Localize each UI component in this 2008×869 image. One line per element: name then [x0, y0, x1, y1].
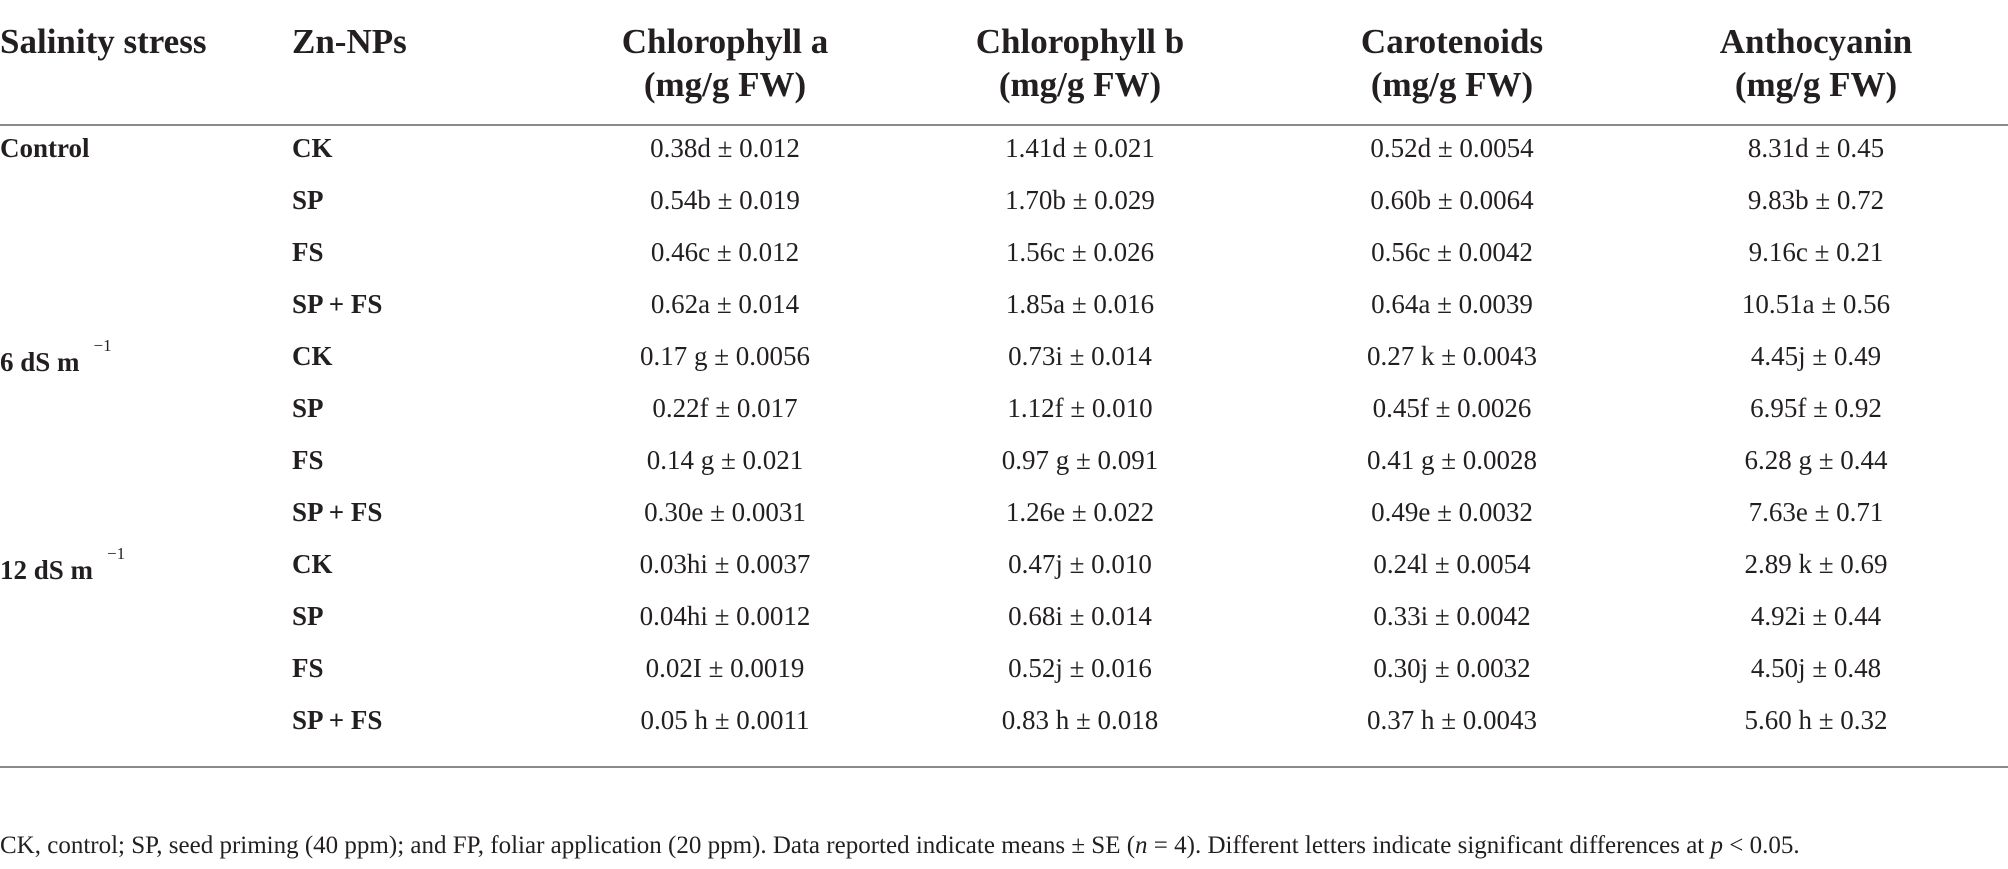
cell-chl-a: 0.14 g ± 0.021: [646, 445, 804, 475]
table-row: [0, 694, 2008, 746]
cell-ant: 5.60 h ± 0.32: [1744, 705, 1888, 735]
cell-car: 0.52d ± 0.0054: [1370, 133, 1534, 163]
cell-car: 0.49e ± 0.0032: [1371, 497, 1533, 527]
table-row: [0, 122, 2008, 174]
cell-zn-nps: CK: [292, 341, 333, 371]
cell-chl-b: 1.56c ± 0.026: [1005, 237, 1155, 267]
cell-car: 0.64a ± 0.0039: [1371, 289, 1533, 319]
header-zn-nps: [292, 20, 407, 63]
cell-car: 0.60b ± 0.0064: [1370, 185, 1534, 215]
cell-zn-nps: SP: [292, 601, 324, 631]
cell-car: 0.45f ± 0.0026: [1372, 393, 1532, 423]
cell-chl-a: 0.05 h ± 0.0011: [640, 705, 810, 735]
cell-ant: 7.63e ± 0.71: [1748, 497, 1884, 527]
table-row: [0, 486, 2008, 538]
header-line1: Carotenoids: [1360, 22, 1544, 61]
cell-salinity: [0, 330, 112, 388]
cell-chl-b: 1.70b ± 0.029: [1005, 185, 1155, 215]
cell-chl-b: 0.47j ± 0.010: [1008, 549, 1152, 579]
header-anthocyanin: [1666, 20, 1966, 106]
cell-chl-a: 0.04hi ± 0.0012: [639, 601, 811, 631]
cell-ant: 2.89 k ± 0.69: [1744, 549, 1888, 579]
table-row: [0, 382, 2008, 434]
cell-zn-nps: SP: [292, 185, 324, 215]
cell-ant: 4.45j ± 0.49: [1750, 341, 1882, 371]
cell-car: 0.56c ± 0.0042: [1371, 237, 1533, 267]
cell-ant: 6.28 g ± 0.44: [1744, 445, 1888, 475]
header-line1: Chlorophyll b: [975, 22, 1185, 61]
table-row: [0, 278, 2008, 330]
cell-ant: 4.92i ± 0.44: [1750, 601, 1882, 631]
salinity-exponent: −1: [107, 544, 126, 563]
cell-chl-a: 0.22f ± 0.017: [652, 393, 798, 423]
table-row: [0, 226, 2008, 278]
cell-chl-a: 0.38d ± 0.012: [650, 133, 800, 163]
cell-ant: 9.83b ± 0.72: [1747, 185, 1885, 215]
cell-car: 0.24l ± 0.0054: [1373, 549, 1531, 579]
header-line2: (mg/g FW): [1370, 65, 1534, 104]
header-line2: (mg/g FW): [998, 65, 1162, 104]
cell-chl-a: 0.54b ± 0.019: [650, 185, 800, 215]
table-row: [0, 330, 2008, 382]
cell-zn-nps: FS: [292, 237, 324, 267]
cell-ant: 4.50j ± 0.48: [1750, 653, 1882, 683]
cell-chl-b: 1.26e ± 0.022: [1005, 497, 1155, 527]
cell-chl-a: 0.30e ± 0.0031: [644, 497, 806, 527]
table-header: [0, 0, 2008, 124]
footnote-text: CK, control; SP, seed priming (40 ppm); and FP, foliar application (20 ppm). Data reported indicate means ± SE (: [0, 832, 1136, 859]
header-salinity-stress: [0, 20, 206, 63]
cell-car: 0.41 g ± 0.0028: [1366, 445, 1538, 475]
cell-chl-b: 0.97 g ± 0.091: [1001, 445, 1159, 475]
cell-zn-nps: SP + FS: [292, 705, 383, 735]
cell-chl-a: 0.46c ± 0.012: [650, 237, 800, 267]
cell-zn-nps: SP + FS: [292, 289, 383, 319]
header-line2: (mg/g FW): [643, 65, 807, 104]
cell-chl-a: 0.62a ± 0.014: [650, 289, 800, 319]
header-line1: Anthocyanin: [1719, 22, 1913, 61]
cell-chl-a: 0.03hi ± 0.0037: [639, 549, 811, 579]
cell-ant: 9.16c ± 0.21: [1748, 237, 1884, 267]
cell-chl-a: 0.17 g ± 0.0056: [639, 341, 811, 371]
cell-salinity: [0, 538, 125, 596]
cell-ant: 6.95f ± 0.92: [1750, 393, 1882, 423]
cell-chl-b: 0.73i ± 0.014: [1008, 341, 1152, 371]
header-chlorophyll-b: [930, 20, 1230, 106]
cell-chl-b: 0.68i ± 0.014: [1008, 601, 1152, 631]
salinity-exponent: −1: [93, 336, 112, 355]
cell-chl-b: 1.85a ± 0.016: [1005, 289, 1155, 319]
cell-ant: 8.31d ± 0.45: [1747, 133, 1885, 163]
cell-zn-nps: FS: [292, 445, 324, 475]
cell-car: 0.30j ± 0.0032: [1373, 653, 1531, 683]
footnote-text: < 0.05.: [1723, 832, 1800, 859]
footnote-text: = 4). Different letters indicate significant differences at: [1147, 832, 1711, 859]
table-row: [0, 590, 2008, 642]
cell-zn-nps: FS: [292, 653, 324, 683]
cell-chl-a: 0.02I ± 0.0019: [645, 653, 805, 683]
table-row: [0, 642, 2008, 694]
cell-car: 0.27 k ± 0.0043: [1366, 341, 1538, 371]
salinity-label: 6 dS m: [0, 347, 80, 377]
salinity-label: Control: [0, 133, 90, 163]
table-row: [0, 174, 2008, 226]
cell-chl-b: 1.12f ± 0.010: [1007, 393, 1153, 423]
cell-zn-nps: SP + FS: [292, 497, 383, 527]
cell-salinity: [0, 122, 90, 174]
cell-car: 0.37 h ± 0.0043: [1366, 705, 1538, 735]
cell-chl-b: 0.83 h ± 0.018: [1001, 705, 1159, 735]
cell-zn-nps: CK: [292, 549, 333, 579]
header-line2: (mg/g FW): [1734, 65, 1898, 104]
cell-zn-nps: SP: [292, 393, 324, 423]
cell-ant: 10.51a ± 0.56: [1741, 289, 1891, 319]
header-line1: Salinity stress: [0, 22, 207, 61]
cell-chl-b: 0.52j ± 0.016: [1008, 653, 1152, 683]
header-chlorophyll-a: [575, 20, 875, 106]
header-line1: Zn-NPs: [292, 22, 407, 61]
header-carotenoids: [1302, 20, 1602, 106]
cell-chl-b: 1.41d ± 0.021: [1005, 133, 1155, 163]
footnote-p: p: [1710, 832, 1723, 859]
cell-zn-nps: CK: [292, 133, 333, 163]
salinity-label: 12 dS m: [0, 555, 94, 585]
footnote-n: n: [1135, 832, 1148, 859]
header-line1: Chlorophyll a: [621, 22, 829, 61]
table-row: [0, 538, 2008, 590]
cell-car: 0.33i ± 0.0042: [1373, 601, 1531, 631]
bottom-rule: [0, 766, 2008, 768]
table-footnote: [0, 830, 1800, 862]
table-row: [0, 434, 2008, 486]
